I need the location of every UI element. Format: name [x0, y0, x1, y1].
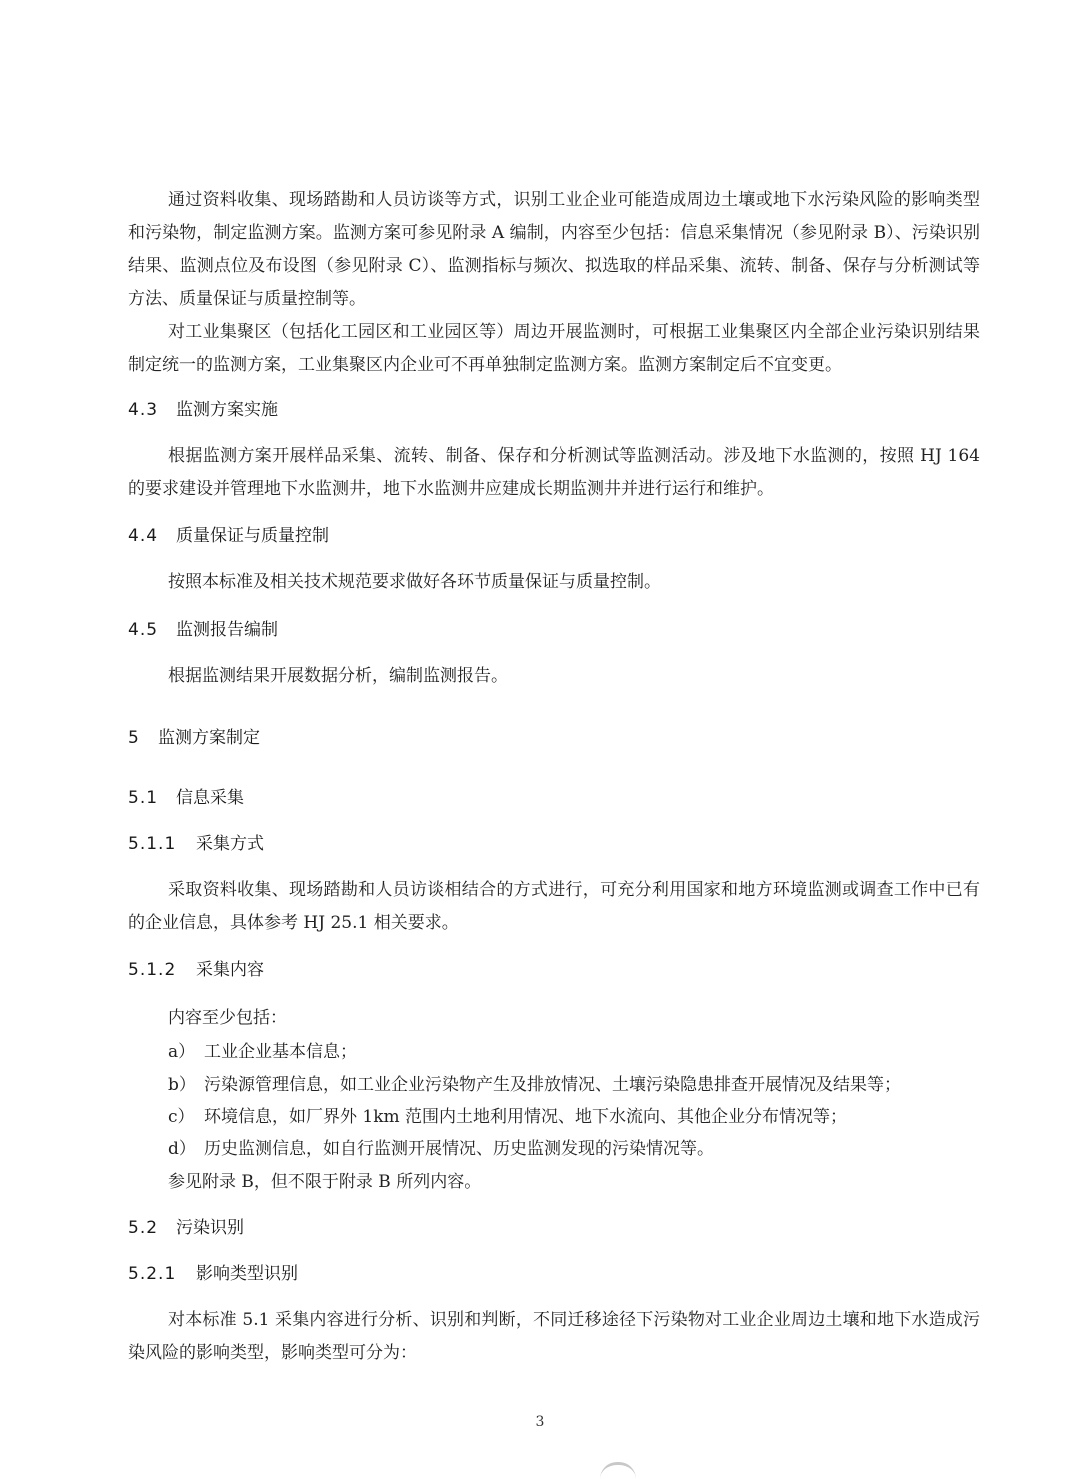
list-item: [168, 1073, 901, 1097]
section-heading-4-4: [128, 524, 329, 548]
paragraph-collection-method: 采取资料收集、现场踏勘和人员访谈相结合的方式进行，可充分利用国家和地方环境监测或调查工作中已有的企业信息，具体参考 HJ 25.1 相关要求。: [128, 880, 980, 933]
chapter-heading-5: [128, 726, 260, 750]
page-number: 3: [535, 1414, 545, 1430]
section-title: 采集内容: [196, 960, 264, 980]
section-number: 5.2.1: [128, 1264, 177, 1284]
section-number: 5.1.2: [128, 960, 177, 980]
list-item-text: 工业企业基本信息；: [204, 1042, 357, 1062]
list-item-text: 环境信息，如厂界外 1km 范围内土地利用情况、地下水流向、其他企业分布情况等；: [204, 1107, 848, 1127]
paragraph-implementation: 根据监测方案开展样品采集、流转、制备、保存和分析测试等监测活动。涉及地下水监测的，按照 HJ 164 的要求建设并管理地下水监测井，地下水监测井应建成长期监测井并进行运行和维护。: [128, 446, 980, 499]
list-marker: c）: [168, 1107, 195, 1127]
section-heading-5-1-1: [128, 832, 264, 856]
paragraph-report: 根据监测结果开展数据分析，编制监测报告。: [168, 666, 508, 686]
watermark-arc: [600, 1462, 636, 1479]
section-heading-5-2: [128, 1216, 244, 1240]
section-title: 监测方案实施: [176, 400, 278, 420]
paragraph-quality: 按照本标准及相关技术规范要求做好各环节质量保证与质量控制。: [168, 572, 661, 592]
paragraph-impact-types: 对本标准 5.1 采集内容进行分析、识别和判断，不同迁移途径下污染物对工业企业周边土壤和地下水造成污染风险的影响类型，影响类型可分为：: [128, 1310, 980, 1363]
list-item-text: 历史监测信息，如自行监测开展情况、历史监测发现的污染情况等。: [204, 1139, 714, 1159]
list-intro: 内容至少包括：: [168, 1008, 287, 1028]
section-number: 5.2: [128, 1218, 159, 1238]
section-heading-4-3: [128, 398, 278, 422]
section-number: 5: [128, 728, 140, 748]
paragraph-industrial-zone: 对工业集聚区（包括化工园区和工业园区等）周边开展监测时，可根据工业集聚区内全部企业污染识别结果制定统一的监测方案，工业集聚区内企业可不再单独制定监测方案。监测方案制定后不宜变更。: [128, 322, 980, 375]
section-heading-4-5: [128, 618, 278, 642]
list-item: [168, 1105, 847, 1129]
section-number: 4.5: [128, 620, 159, 640]
list-item: [168, 1040, 357, 1064]
section-title: 污染识别: [176, 1218, 244, 1238]
appendix-note: 参见附录 B，但不限于附录 B 所列内容。: [168, 1172, 482, 1192]
section-title: 信息采集: [176, 788, 244, 808]
section-title: 质量保证与质量控制: [176, 526, 329, 546]
section-number: 4.3: [128, 400, 159, 420]
section-number: 5.1: [128, 788, 159, 808]
list-item: [168, 1137, 714, 1161]
list-marker: b）: [168, 1075, 196, 1095]
section-number: 4.4: [128, 526, 159, 546]
section-title: 影响类型识别: [196, 1264, 298, 1284]
section-heading-5-1-2: [128, 958, 264, 982]
section-heading-5-1: [128, 786, 244, 810]
section-number: 5.1.1: [128, 834, 177, 854]
section-heading-5-2-1: [128, 1262, 298, 1286]
list-marker: d）: [168, 1139, 196, 1159]
section-title: 采集方式: [196, 834, 264, 854]
section-title: 监测报告编制: [176, 620, 278, 640]
section-title: 监测方案制定: [158, 728, 260, 748]
paragraph-intro: 通过资料收集、现场踏勘和人员访谈等方式，识别工业企业可能造成周边土壤或地下水污染风险的影响类型和污染物，制定监测方案。监测方案可参见附录 A 编制，内容至少包括：信息采集情况（参见附录 B）、污染识别结果、监测点位及布设图（参见附录 C）、监测指标与频次、拟选取的样品采集、流转、制备、保存与分析测试等方法、质量保证与质量控制等。: [128, 190, 980, 309]
list-marker: a）: [168, 1042, 196, 1062]
list-item-text: 污染源管理信息，如工业企业污染物产生及排放情况、土壤污染隐患排查开展情况及结果等；: [204, 1075, 901, 1095]
